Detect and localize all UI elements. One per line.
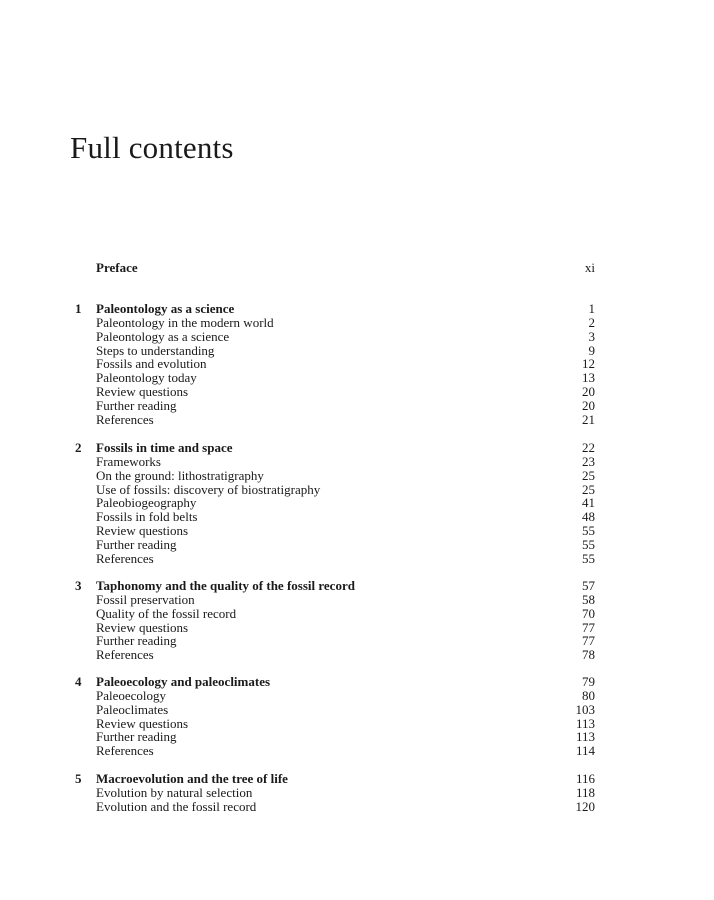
- toc-chapter-row[interactable]: [0, 675, 714, 689]
- toc-section-row[interactable]: [0, 689, 714, 703]
- toc-section-title: Paleontology in the modern world: [96, 314, 274, 330]
- toc-page-number: 25: [582, 467, 595, 483]
- toc-section-title: Steps to understanding: [96, 342, 215, 358]
- toc-section-title: Paleoecology: [96, 687, 167, 703]
- toc-page-number: 48: [582, 509, 595, 525]
- toc-chapter-number: 4: [75, 674, 82, 689]
- toc-section-title: Fossil preservation: [96, 591, 195, 607]
- toc-chapter-row[interactable]: [0, 441, 714, 455]
- toc-page-number: 116: [575, 771, 595, 786]
- toc-section-title: Review questions: [96, 619, 189, 635]
- toc-section-title: Evolution and the fossil record: [96, 798, 257, 814]
- toc-section-title: Paleontology today: [96, 370, 197, 386]
- toc-section-row[interactable]: [0, 496, 714, 510]
- toc-section-title: References: [96, 550, 154, 566]
- toc-chapter-row[interactable]: [0, 302, 714, 316]
- toc-page-number: 22: [582, 440, 595, 455]
- toc-page-number: 12: [582, 356, 595, 372]
- toc-section-title: References: [96, 743, 154, 759]
- toc-section-row[interactable]: [0, 730, 714, 744]
- toc-section-row[interactable]: [0, 621, 714, 635]
- toc-section-row[interactable]: [0, 385, 714, 399]
- toc-chapter-number: 1: [75, 301, 82, 316]
- toc-section-row[interactable]: [0, 357, 714, 371]
- page-title: Full contents: [70, 130, 234, 165]
- toc-page-number: 79: [582, 674, 595, 689]
- toc-section-title: Review questions: [96, 523, 189, 539]
- toc-chapter-title: Macroevolution and the tree of life: [96, 771, 288, 786]
- toc-page-number: 78: [582, 647, 595, 663]
- toc-section-row[interactable]: [0, 455, 714, 469]
- toc-page-number: 57: [582, 578, 595, 593]
- toc-section-title: Evolution by natural selection: [96, 784, 253, 800]
- toc-page-number: 55: [582, 537, 595, 552]
- toc-page-number: 20: [582, 384, 595, 400]
- toc-page-number: 23: [582, 453, 595, 469]
- toc-page-number: 58: [582, 591, 595, 607]
- toc-section-title: Paleoclimates: [96, 701, 169, 717]
- toc-page-number: 114: [575, 743, 595, 759]
- toc-section-row[interactable]: [0, 703, 714, 717]
- toc-section-title: Review questions: [96, 384, 189, 400]
- toc-section-title: Quality of the fossil record: [96, 605, 237, 621]
- toc-section-row[interactable]: [0, 538, 714, 552]
- toc-section-row[interactable]: [0, 316, 714, 330]
- toc-page-number: 70: [582, 605, 595, 621]
- toc-section-row[interactable]: [0, 717, 714, 731]
- toc-section-title: Frameworks: [96, 453, 161, 469]
- toc-page-number: 120: [575, 798, 595, 814]
- toc-page-number: 2: [588, 314, 595, 330]
- toc-section-row[interactable]: [0, 524, 714, 538]
- toc-section-title: Further reading: [96, 397, 177, 413]
- toc-page-number: 41: [582, 495, 595, 511]
- toc-section-row[interactable]: [0, 744, 714, 758]
- toc-page-number: 1: [588, 301, 595, 316]
- toc-page-number: 20: [582, 397, 595, 413]
- toc-section-row[interactable]: [0, 593, 714, 607]
- toc-chapter-title: Paleontology as a science: [96, 301, 235, 316]
- toc-section-title: References: [96, 647, 154, 663]
- toc-section-row[interactable]: [0, 469, 714, 483]
- toc-page-number: 80: [582, 687, 595, 703]
- toc-chapter-number: 3: [75, 578, 82, 593]
- toc-page-number: 55: [582, 550, 595, 566]
- toc-page-number: 103: [575, 701, 595, 717]
- toc-section-title: References: [96, 411, 154, 427]
- toc-section-row[interactable]: [0, 786, 714, 800]
- toc-section-title: Further reading: [96, 633, 177, 649]
- toc-section-title: Fossils in fold belts: [96, 509, 198, 525]
- toc-section-title: Review questions: [96, 715, 189, 731]
- toc-section-row[interactable]: [0, 800, 714, 814]
- toc-section-row[interactable]: [0, 607, 714, 621]
- toc-chapter-row[interactable]: [0, 579, 714, 593]
- toc-section-title: Further reading: [96, 729, 177, 745]
- toc-section-title: Paleontology as a science: [96, 328, 230, 344]
- toc-section-title: Further reading: [96, 537, 177, 552]
- toc-chapter-row[interactable]: [0, 772, 714, 786]
- toc-section-title: Paleobiogeography: [96, 495, 197, 511]
- toc-chapter-title: Fossils in time and space: [96, 440, 233, 455]
- toc-page-number: 25: [582, 481, 595, 497]
- toc-section-row[interactable]: [0, 399, 714, 413]
- toc-page-number: xi: [584, 260, 595, 275]
- toc-page-number: 77: [582, 633, 595, 649]
- toc-page-number: 3: [588, 328, 595, 344]
- toc-page-number: 113: [575, 715, 595, 731]
- toc-chapter-number: 2: [75, 440, 82, 455]
- toc-page-number: 55: [582, 523, 595, 539]
- toc-section-row[interactable]: [0, 413, 714, 427]
- toc-chapter-number: 5: [75, 771, 82, 786]
- toc-section-row[interactable]: [0, 330, 714, 344]
- toc-page-number: 13: [582, 370, 595, 386]
- toc-section-row[interactable]: [0, 634, 714, 648]
- toc-page-number: 118: [575, 784, 595, 800]
- toc-section-row[interactable]: [0, 552, 714, 566]
- toc-preface-row[interactable]: [0, 261, 714, 275]
- toc-chapter-title: Paleoecology and paleoclimates: [96, 674, 271, 689]
- toc-page-number: 113: [575, 729, 595, 745]
- toc-section-title: Use of fossils: discovery of biostratigraphy: [96, 481, 321, 497]
- toc-section-title: On the ground: lithostratigraphy: [96, 467, 264, 483]
- toc-section-title: Fossils and evolution: [96, 356, 207, 372]
- toc-section-row[interactable]: [0, 648, 714, 662]
- toc-chapter-title: Taphonomy and the quality of the fossil record: [96, 578, 355, 593]
- toc-page-number: 77: [582, 619, 595, 635]
- toc-page-number: 21: [582, 411, 595, 427]
- toc-page-number: 9: [588, 342, 595, 358]
- toc-entry-title: Preface: [96, 260, 138, 275]
